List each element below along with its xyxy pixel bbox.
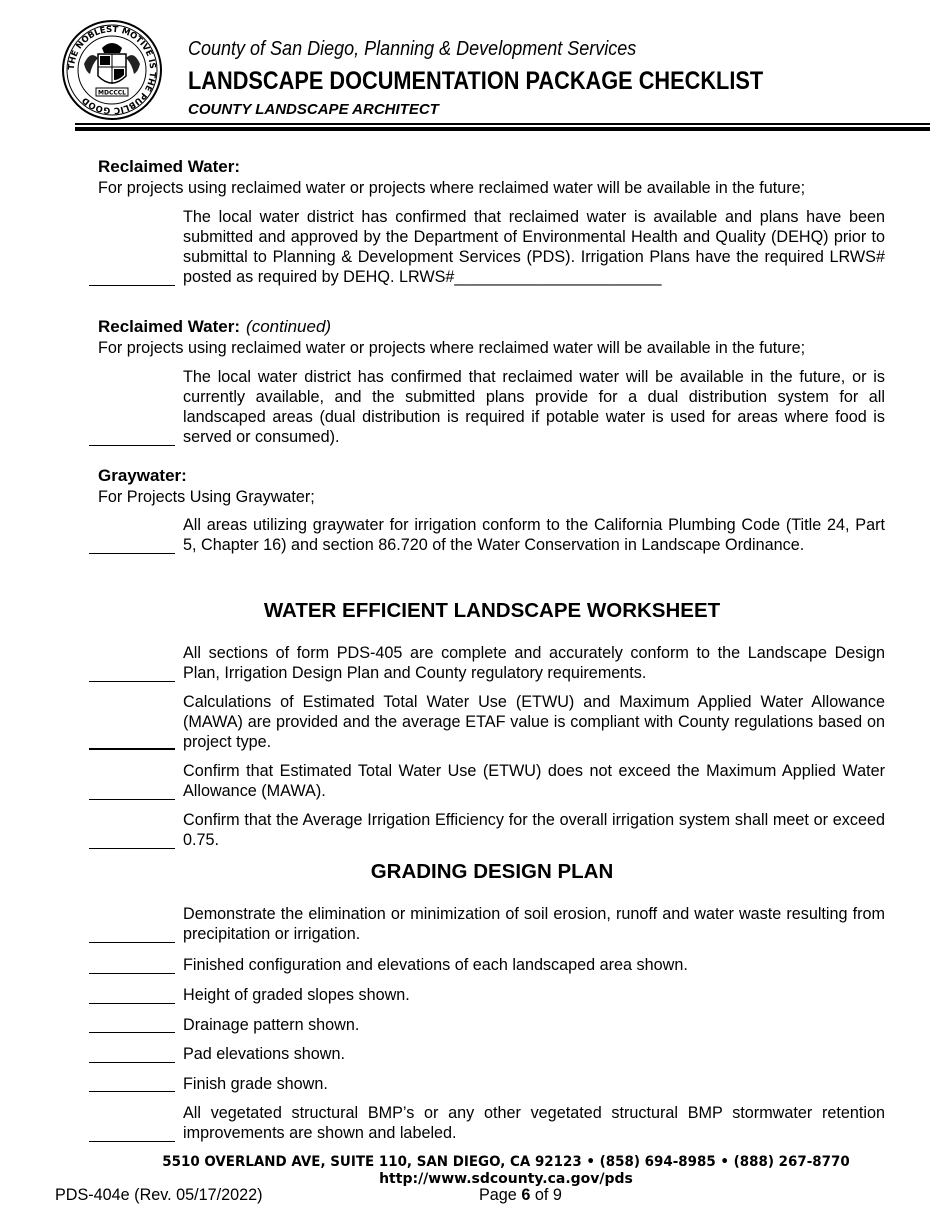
checkbox-blank-etwu-not-exceed[interactable] — [89, 799, 175, 800]
checkbox-blank-drainage-pattern[interactable] — [89, 1032, 175, 1033]
checklist-item-finish-grade: Finish grade shown. — [183, 1075, 328, 1093]
seal-motto: THE NOBLEST MOTIVE IS THE PUBLIC GOOD — [66, 24, 158, 116]
checklist-item-drainage-pattern: Drainage pattern shown. — [183, 1016, 360, 1034]
checklist-item-pds405-complete: All sections of form PDS-405 are complete and accurately conform to the Landscape Design Plan, Irrigation Design Plan and County regulatory requirements. — [183, 644, 885, 682]
section-heading-water-efficient-worksheet: WATER EFFICIENT LANDSCAPE WORKSHEET — [263, 599, 721, 622]
section-heading-text: Reclaimed Water: — [98, 317, 241, 336]
checkbox-blank-graywater-code[interactable] — [89, 553, 175, 554]
checklist-item-pad-elevations: Pad elevations shown. — [183, 1045, 345, 1063]
section-heading-reclaimed-water-continued — [98, 317, 331, 337]
checkbox-blank-irrigation-efficiency[interactable] — [89, 848, 175, 849]
checklist-item-reclaimed-available: The local water district has confirmed that reclaimed water is available and plans have been submitted and approved by the Department of Environmental Health and Quality (DEHQ) prior to submittal to Planning & Development Services (PDS). Irrigation Plans have the required LRWS# posted as required by DEHQ. LRWS#_______________________ — [183, 208, 885, 286]
section-heading-text: Reclaimed Water: — [98, 157, 241, 176]
section-heading-note: (continued) — [246, 317, 332, 336]
page-title: LANDSCAPE DOCUMENTATION PACKAGE CHECKLIST — [188, 67, 764, 95]
section-heading-text: Graywater: — [98, 466, 187, 485]
section-heading-graywater — [98, 466, 187, 486]
seal-year: MDCCCL — [98, 89, 126, 97]
checkbox-blank-erosion-runoff[interactable] — [89, 942, 175, 943]
checkbox-blank-pad-elevations[interactable] — [89, 1062, 175, 1063]
checklist-item-etwu-not-exceed: Confirm that Estimated Total Water Use (ETWU) does not exceed the Maximum Applied Water Allowance (MAWA). — [183, 762, 885, 800]
checklist-item-finished-configuration: Finished configuration and elevations of each landscaped area shown. — [183, 956, 688, 974]
checkbox-blank-graded-slopes[interactable] — [89, 1003, 175, 1004]
checkbox-blank-vegetated-bmp[interactable] — [89, 1141, 175, 1142]
checkbox-blank-dual-distribution[interactable] — [89, 445, 175, 446]
checklist-item-vegetated-bmp: All vegetated structural BMP’s or any other vegetated structural BMP stormwater retention improvements are shown and labeled. — [183, 1104, 885, 1142]
checkbox-blank-pds405-complete[interactable] — [89, 681, 175, 682]
checkbox-blank-reclaimed-available[interactable] — [89, 285, 175, 286]
page-prefix: Page — [479, 1186, 522, 1204]
checklist-item-graded-slopes: Height of graded slopes shown. — [183, 986, 410, 1004]
checklist-item-irrigation-efficiency: Confirm that the Average Irrigation Efficiency for the overall irrigation system shall meet or exceed 0.75. — [183, 811, 885, 849]
footer-page-number — [479, 1186, 562, 1205]
section-intro-graywater: For Projects Using Graywater; — [98, 488, 315, 506]
footer-website-link[interactable]: http://www.sdcounty.ca.gov/pds — [379, 1171, 633, 1187]
page-separator: of — [530, 1186, 553, 1204]
section-heading-reclaimed-water — [98, 157, 240, 177]
checkbox-blank-etwu-mawa-calculations[interactable] — [89, 748, 175, 750]
footer-form-id: PDS-404e (Rev. 05/17/2022) — [55, 1186, 263, 1204]
checklist-item-dual-distribution: The local water district has confirmed that reclaimed water will be available in the future, or is currently available, and the submitted plans provide for a dual distribution system for all landscaped areas (dual distribution is required if potable water is used for areas where food is served or consumed). — [183, 368, 885, 446]
checklist-item-erosion-runoff: Demonstrate the elimination or minimization of soil erosion, runoff and water waste resulting from precipitation or irrigation. — [183, 905, 885, 943]
section-intro-reclaimed-water-continued: For projects using reclaimed water or projects where reclaimed water will be available in the future; — [98, 339, 806, 357]
section-intro-reclaimed-water: For projects using reclaimed water or projects where reclaimed water will be available in the future; — [98, 179, 806, 197]
footer-address: 5510 OVERLAND AVE, SUITE 110, SAN DIEGO, CA 92123 • (858) 694-8985 • (888) 267-8770 — [162, 1154, 850, 1170]
county-seal-logo — [62, 20, 162, 120]
header-organization: County of San Diego, Planning & Development Services — [188, 38, 637, 60]
page-total: 9 — [552, 1186, 562, 1204]
header-divider-thick — [75, 127, 930, 131]
header-divider-thin — [75, 123, 930, 125]
section-heading-grading-design-plan: GRADING DESIGN PLAN — [370, 860, 614, 883]
checkbox-blank-finished-configuration[interactable] — [89, 973, 175, 974]
page-current: 6 — [521, 1186, 531, 1204]
checklist-item-etwu-mawa-calculations: Calculations of Estimated Total Water Use (ETWU) and Maximum Applied Water Allowance (MAWA) are provided and the average ETAF value is compliant with County regulations based on project type. — [183, 693, 885, 751]
checklist-item-graywater-code: All areas utilizing graywater for irrigation conform to the California Plumbing Code (Title 24, Part 5, Chapter 16) and section 86.720 of the Water Conservation in Landscape Ordinance. — [183, 516, 885, 554]
checkbox-blank-finish-grade[interactable] — [89, 1091, 175, 1092]
page-subtitle: COUNTY LANDSCAPE ARCHITECT — [188, 101, 439, 118]
